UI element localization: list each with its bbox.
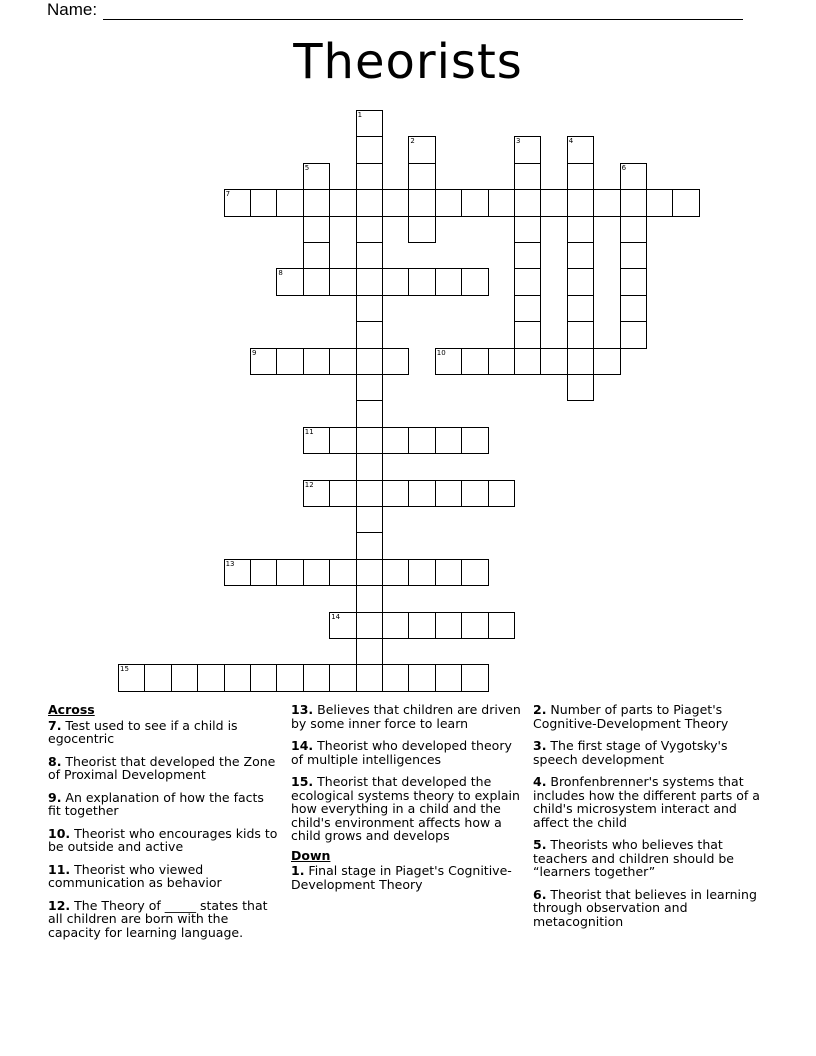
grid-cell[interactable]: [382, 348, 409, 375]
clue-text: Theorist who viewed communication as behavior: [48, 861, 222, 890]
grid-cell[interactable]: [435, 664, 462, 691]
clue-across-7: [48, 719, 280, 746]
grid-cell[interactable]: [356, 348, 383, 375]
clues-column-2: [291, 703, 527, 900]
grid-cell[interactable]: [514, 163, 541, 190]
grid-cell[interactable]: [356, 216, 383, 243]
grid-cell[interactable]: [408, 664, 435, 691]
grid-cell[interactable]: [356, 295, 383, 322]
clue-down-2: [533, 703, 773, 730]
clue-across-10: [48, 827, 280, 854]
grid-cell[interactable]: [356, 585, 383, 612]
clue-text: Believes that children are driven by some inner force to learn: [291, 702, 521, 731]
grid-cell[interactable]: [276, 664, 303, 691]
grid-cell[interactable]: [408, 559, 435, 586]
clue-number-label: 8: [278, 269, 283, 278]
clue-text: The first stage of Vygotsky's speech development: [533, 738, 728, 767]
grid-cell[interactable]: [514, 321, 541, 348]
clue-text: Test used to see if a child is egocentric: [48, 717, 238, 746]
grid-cell[interactable]: [488, 612, 515, 639]
grid-cell[interactable]: [514, 242, 541, 269]
grid-cell[interactable]: [382, 427, 409, 454]
clue-number: 15.: [291, 774, 314, 789]
grid-cell[interactable]: [303, 348, 330, 375]
grid-cell[interactable]: [567, 268, 594, 295]
grid-cell[interactable]: [224, 664, 251, 691]
clue-text: Number of parts to Piaget's Cognitive-Development Theory: [533, 702, 729, 731]
grid-cell[interactable]: [144, 664, 171, 691]
clue-number: 5.: [533, 837, 547, 852]
grid-cell[interactable]: [567, 348, 594, 375]
grid-cell[interactable]: [408, 189, 435, 216]
grid-cell[interactable]: [329, 559, 356, 586]
grid-cell[interactable]: [514, 348, 541, 375]
grid-cell[interactable]: [356, 506, 383, 533]
grid-cell[interactable]: [382, 268, 409, 295]
grid-cell[interactable]: [461, 664, 488, 691]
clue-number-label: 11: [304, 427, 314, 436]
clue-text: Theorist who developed theory of multiple intelligences: [291, 738, 512, 767]
clue-number: 10.: [48, 825, 71, 841]
grid-cell[interactable]: [408, 268, 435, 295]
grid-cell[interactable]: [329, 664, 356, 691]
clue-text: Theorist who encourages kids to be outside and active: [48, 825, 278, 854]
grid-cell[interactable]: [329, 480, 356, 507]
clue-down-3: [533, 739, 773, 766]
clue-number-label: 2: [410, 137, 415, 146]
clue-number-label: 15: [120, 665, 129, 674]
grid-cell[interactable]: [303, 242, 330, 269]
grid-cell[interactable]: [435, 612, 462, 639]
grid-cell[interactable]: [197, 664, 224, 691]
clue-down-1: [291, 864, 527, 891]
grid-cell[interactable]: [567, 163, 594, 190]
page-title: Theorists: [293, 34, 523, 90]
grid-cell[interactable]: [672, 189, 699, 216]
grid-cell[interactable]: [303, 189, 330, 216]
grid-cell[interactable]: [303, 216, 330, 243]
clue-number: 11.: [48, 861, 71, 877]
grid-cell[interactable]: [408, 612, 435, 639]
grid-cell[interactable]: [567, 295, 594, 322]
grid-cell[interactable]: [435, 268, 462, 295]
grid-cell[interactable]: [461, 480, 488, 507]
grid-cell[interactable]: [461, 559, 488, 586]
grid-cell[interactable]: [356, 163, 383, 190]
grid-cell[interactable]: [356, 612, 383, 639]
grid-cell[interactable]: [171, 664, 198, 691]
grid-cell[interactable]: [303, 268, 330, 295]
grid-cell[interactable]: [567, 216, 594, 243]
across-heading: Across: [48, 702, 95, 717]
clue-number-label: 9: [252, 348, 257, 357]
grid-cell[interactable]: [620, 268, 647, 295]
clue-across-12: [48, 899, 280, 940]
clue-across-15: [291, 775, 527, 843]
grid-cell[interactable]: [356, 189, 383, 216]
clue-across-11: [48, 863, 280, 890]
clue-across-8: [48, 755, 280, 782]
clue-text: Theorist that developed the Zone of Proximal Development: [48, 753, 276, 782]
clue-number-label: 3: [516, 137, 521, 146]
clue-number-label: 1: [357, 111, 363, 119]
grid-cell[interactable]: [567, 189, 594, 216]
grid-cell[interactable]: [356, 400, 383, 427]
grid-cell[interactable]: [303, 664, 330, 691]
grid-cell[interactable]: [567, 242, 594, 269]
down-heading: Down: [291, 847, 331, 863]
grid-cell[interactable]: [567, 374, 594, 401]
clue-number: 3.: [533, 738, 547, 753]
clues-column-3: [533, 703, 773, 937]
clues-column-1: [48, 703, 280, 948]
grid-cell[interactable]: [540, 348, 567, 375]
grid-cell[interactable]: [276, 189, 303, 216]
grid-cell[interactable]: [435, 189, 462, 216]
grid-cell[interactable]: [250, 664, 277, 691]
grid-cell[interactable]: [276, 559, 303, 586]
grid-cell[interactable]: [435, 480, 462, 507]
grid-cell[interactable]: [461, 612, 488, 639]
grid-cell[interactable]: [408, 163, 435, 190]
clue-text: Theorists who believes that teachers and children should be “learners together”: [533, 837, 734, 879]
clue-number-label: 7: [225, 190, 231, 199]
clue-text: Theorist that believes in learning through observation and metacognition: [533, 886, 757, 929]
grid-cell[interactable]: [356, 427, 383, 454]
grid-cell[interactable]: [382, 664, 409, 691]
grid-cell[interactable]: [408, 216, 435, 243]
grid-cell[interactable]: [461, 268, 488, 295]
grid-cell[interactable]: [329, 189, 356, 216]
clue-number: 14.: [291, 738, 314, 753]
grid-cell[interactable]: [250, 189, 277, 216]
clue-number-label: 12: [304, 480, 314, 489]
grid-cell[interactable]: [593, 348, 620, 375]
grid-cell[interactable]: [408, 427, 435, 454]
grid-cell[interactable]: [620, 216, 647, 243]
grid-cell[interactable]: [435, 427, 462, 454]
grid-cell[interactable]: [540, 189, 567, 216]
grid-cell[interactable]: [356, 638, 383, 665]
grid-cell[interactable]: [356, 374, 383, 401]
clue-down-6: [533, 888, 773, 929]
grid-cell[interactable]: [461, 348, 488, 375]
clue-number-label: 14: [331, 612, 341, 621]
grid-cell[interactable]: [461, 427, 488, 454]
grid-cell[interactable]: [382, 612, 409, 639]
grid-cell[interactable]: [620, 189, 647, 216]
grid-cell[interactable]: [646, 189, 673, 216]
grid-cell[interactable]: [593, 189, 620, 216]
grid-cell[interactable]: [488, 480, 515, 507]
grid-cell[interactable]: [620, 321, 647, 348]
grid-cell[interactable]: [303, 559, 330, 586]
grid-cell[interactable]: [514, 189, 541, 216]
grid-cell[interactable]: [356, 453, 383, 480]
grid-cell[interactable]: [356, 480, 383, 507]
grid-cell[interactable]: [488, 348, 515, 375]
clue-number: 6.: [533, 886, 547, 902]
clue-number-label: 5: [304, 163, 310, 172]
clue-text: The Theory of _____ states that all children are born with the capacity for learning language.: [48, 897, 268, 940]
grid-cell[interactable]: [276, 348, 303, 375]
grid-cell[interactable]: [356, 664, 383, 691]
clue-number: 4.: [533, 774, 547, 789]
clue-text: Theorist that developed the ecological systems theory to explain how everything in a child and the child's environment affects how a child grows and develops: [291, 774, 520, 843]
clue-number: 2.: [533, 702, 547, 717]
clue-text: Final stage in Piaget's Cognitive-Development Theory: [291, 863, 512, 892]
grid-cell[interactable]: [514, 268, 541, 295]
grid-cell[interactable]: [356, 242, 383, 269]
clue-number-label: 6: [621, 163, 627, 172]
clue-number: 9.: [48, 789, 62, 805]
grid-cell[interactable]: [356, 136, 383, 163]
grid-cell[interactable]: [461, 189, 488, 216]
clue-across-14: [291, 739, 527, 766]
grid-cell[interactable]: [435, 559, 462, 586]
grid-cell[interactable]: [382, 559, 409, 586]
grid-cell[interactable]: [382, 189, 409, 216]
grid-cell[interactable]: [620, 295, 647, 322]
clue-number: 13.: [291, 702, 314, 717]
grid-cell[interactable]: [514, 216, 541, 243]
clue-across-9: [48, 791, 280, 818]
grid-cell[interactable]: [382, 480, 409, 507]
clue-number: 7.: [48, 717, 62, 733]
clue-number-label: 13: [225, 559, 235, 568]
grid-cell[interactable]: [620, 242, 647, 269]
clue-text: An explanation of how the facts fit together: [48, 789, 264, 818]
clue-number-label: 4: [568, 137, 574, 146]
grid-cell[interactable]: [356, 268, 383, 295]
name-label: Name:: [47, 0, 98, 19]
grid-cell[interactable]: [488, 189, 515, 216]
clue-number-label: 10: [436, 348, 446, 357]
clue-down-5: [533, 838, 773, 879]
grid-cell[interactable]: [408, 480, 435, 507]
clue-number: 12.: [48, 897, 71, 913]
grid-cell[interactable]: [329, 268, 356, 295]
clue-number: 8.: [48, 753, 62, 769]
clue-number: 1.: [291, 863, 305, 878]
grid-cell[interactable]: [356, 321, 383, 348]
grid-cell[interactable]: [329, 348, 356, 375]
grid-cell[interactable]: [356, 559, 383, 586]
grid-cell[interactable]: [356, 532, 383, 559]
grid-cell[interactable]: [329, 427, 356, 454]
clue-down-4: [533, 775, 773, 829]
grid-cell[interactable]: [250, 559, 277, 586]
grid-cell[interactable]: [567, 321, 594, 348]
grid-cell[interactable]: [514, 295, 541, 322]
clue-across-13: [291, 703, 527, 730]
clue-text: Bronfenbrenner's systems that includes how the different parts of a child's microsystem interact and affect the child: [533, 774, 760, 830]
